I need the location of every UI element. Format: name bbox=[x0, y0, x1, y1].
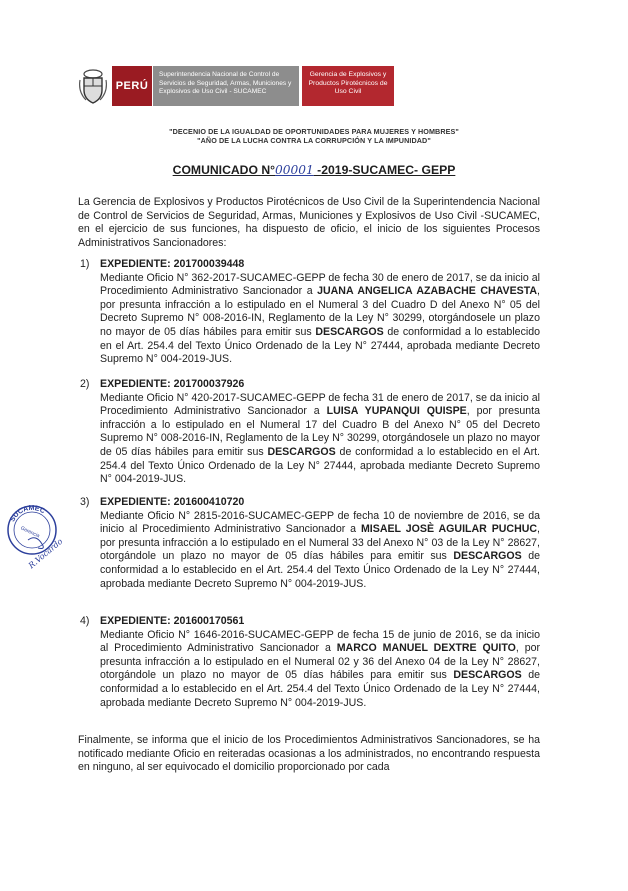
letterhead bbox=[78, 66, 394, 106]
item-number: 4) bbox=[80, 615, 90, 627]
expediente-label: EXPEDIENTE: 201700037926 bbox=[100, 378, 245, 390]
item-text: , por presunta infracción a lo estipulado en el Numeral 17 del Cuadro B del Anexo N° 05 del Decreto Supremo N° 008-2016-IN, Reglamento de la Ley N° 30299, otorgándosele un plazo no mayor de 05 días hábiles para emitir sus bbox=[100, 405, 540, 458]
item-text: Mediante Oficio N° 420-2017-SUCAMEC-GEPP de fecha 31 de enero de 2017, se da inicio al Procedimiento Administrativo Sancionador a bbox=[100, 391, 540, 418]
official-stamp-icon bbox=[2, 500, 64, 570]
list-item bbox=[78, 615, 540, 710]
person-name: MISAEL JOSÈ AGUILAR PUCHUC bbox=[360, 523, 538, 536]
item-text: , por presunta infracción a lo estipulado en el Numeral 3 del Cuadro D del Anexo N° 05 del Decreto Supremo N° 008-2016-IN, Reglamento de la Ley N° 30299, otorgándosele un plazo no mayor de 05 días hábiles para emitir sus bbox=[100, 285, 540, 338]
page-title bbox=[0, 163, 628, 177]
item-text: de conformidad a lo establecido en el Art. 254.4 del Texto Único Ordenado de la Ley N° 27444, aprobada mediante Decreto Supremo N° 004-2019-JUS. bbox=[100, 445, 540, 486]
list-item bbox=[78, 378, 540, 487]
decenio-line-1: "DECENIO DE LA IGUALDAD DE OPORTUNIDADES PARA MUJERES Y HOMBRES" bbox=[169, 127, 459, 136]
person-name: MARCO MANUEL DEXTRE QUITO bbox=[336, 642, 516, 655]
person-name: JUANA ANGELICA AZABACHE CHAVESTA bbox=[317, 285, 538, 298]
expediente-label: EXPEDIENTE: 201600170561 bbox=[100, 615, 245, 627]
list-item bbox=[78, 258, 540, 367]
list-item bbox=[78, 496, 540, 591]
item-text: , por presunta infracción a lo estipulado en el Numeral 02 y 36 del Anexo 04 de la Ley N° 28627, otorgándole un plazo no mayor de 05 días hábiles para emitir sus bbox=[100, 642, 541, 682]
peru-label: PERÚ bbox=[112, 66, 152, 106]
coat-of-arms-icon bbox=[78, 66, 108, 106]
title-prefix: COMUNICADO N° bbox=[172, 163, 276, 177]
item-text: de conformidad a lo establecido en el Art. 254.4 del Texto Único Ordenado de la Ley N° 27444, aprobada mediante Decreto Supremo N° 004-2019-JUS. bbox=[100, 669, 540, 709]
descargos-label: DESCARGOS bbox=[453, 550, 522, 563]
entity-name: Superintendencia Nacional de Control de Servicios de Seguridad, Armas, Municiones y Explosivos de Uso Civil - SUCAMEC bbox=[153, 66, 299, 106]
title-suffix: -2019-SUCAMEC- GEPP bbox=[313, 163, 456, 177]
item-text: Mediante Oficio N° 1646-2016-SUCAMEC-GEPP de fecha 15 de junio de 2016, se da inicio al Procedimiento Administrativo Sancionador a bbox=[100, 628, 540, 655]
item-number: 2) bbox=[80, 378, 90, 390]
svg-text:Gerencia: Gerencia bbox=[19, 525, 41, 540]
person-name: LUISA YUPANQUI QUISPE bbox=[326, 405, 467, 418]
item-text: de conformidad a lo establecido en el Art. 254.4 del Texto Único Ordenado de la Ley N° 27444, aprobada mediante Decreto Supremo N° 004-2019-JUS. bbox=[100, 325, 541, 366]
item-text: Mediante Oficio N° 362-2017-SUCAMEC-GEPP de fecha 30 de enero de 2017, se da inicio al Procedimiento Administrativo Sancionador a bbox=[100, 271, 540, 298]
item-text: de conformidad a lo establecido en el Art. 254.4 del Texto Único Ordenado de la Ley N° 27444, aprobada mediante Decreto Supremo N° 004-2019-JUS. bbox=[100, 550, 540, 590]
item-number: 1) bbox=[80, 258, 90, 270]
item-text: Mediante Oficio N° 2815-2016-SUCAMEC-GEPP de fecha 10 de noviembre de 2016, se da inicio al Procedimiento Administrativo Sancionador a bbox=[100, 509, 540, 536]
item-text: , por presunta infracción a lo estipulado en el Numeral 33 del Anexo N° 03 de la Ley N° 28627, otorgándole un plazo no mayor de 05 días hábiles para emitir sus bbox=[100, 523, 540, 563]
gerencia-name: Gerencia de Explosivos y Productos Pirotécnicos de Uso Civil bbox=[302, 66, 394, 106]
expediente-label: EXPEDIENTE: 201700039448 bbox=[100, 258, 245, 270]
svg-text:SUCAMEC: SUCAMEC bbox=[9, 504, 46, 524]
descargos-label: DESCARGOS bbox=[315, 325, 384, 338]
expediente-label: EXPEDIENTE: 201600410720 bbox=[100, 496, 245, 508]
title-number: 00001 bbox=[275, 163, 314, 177]
descargos-label: DESCARGOS bbox=[453, 669, 522, 682]
item-number: 3) bbox=[80, 496, 90, 508]
svg-text:R.Vocardo: R.Vocardo bbox=[26, 536, 64, 570]
intro-paragraph: La Gerencia de Explosivos y Productos Pirotécnicos de Uso Civil de la Superintendencia Nacional de Control de Servicios de Seguridad, Armas, Municiones y Explosivos de Uso Civil -SUCAMEC, en el ejercicio de sus funciones, ha dispuesto de oficio, el inicio de los siguientes Procesos Administrativos Sancionadores: bbox=[78, 196, 540, 249]
descargos-label: DESCARGOS bbox=[267, 445, 336, 458]
closing-paragraph: Finalmente, se informa que el inicio de los Procedimientos Administrativos Sancionadores, se ha notificado mediante Oficio en reiteradas ocasionas a los administrados, no encontrando respuesta en ninguno, al ser equivocado el domicilio proporcionado por cada bbox=[78, 734, 540, 774]
decenio-line-2: "AÑO DE LA LUCHA CONTRA LA CORRUPCIÓN Y LA IMPUNIDAD" bbox=[197, 136, 431, 145]
